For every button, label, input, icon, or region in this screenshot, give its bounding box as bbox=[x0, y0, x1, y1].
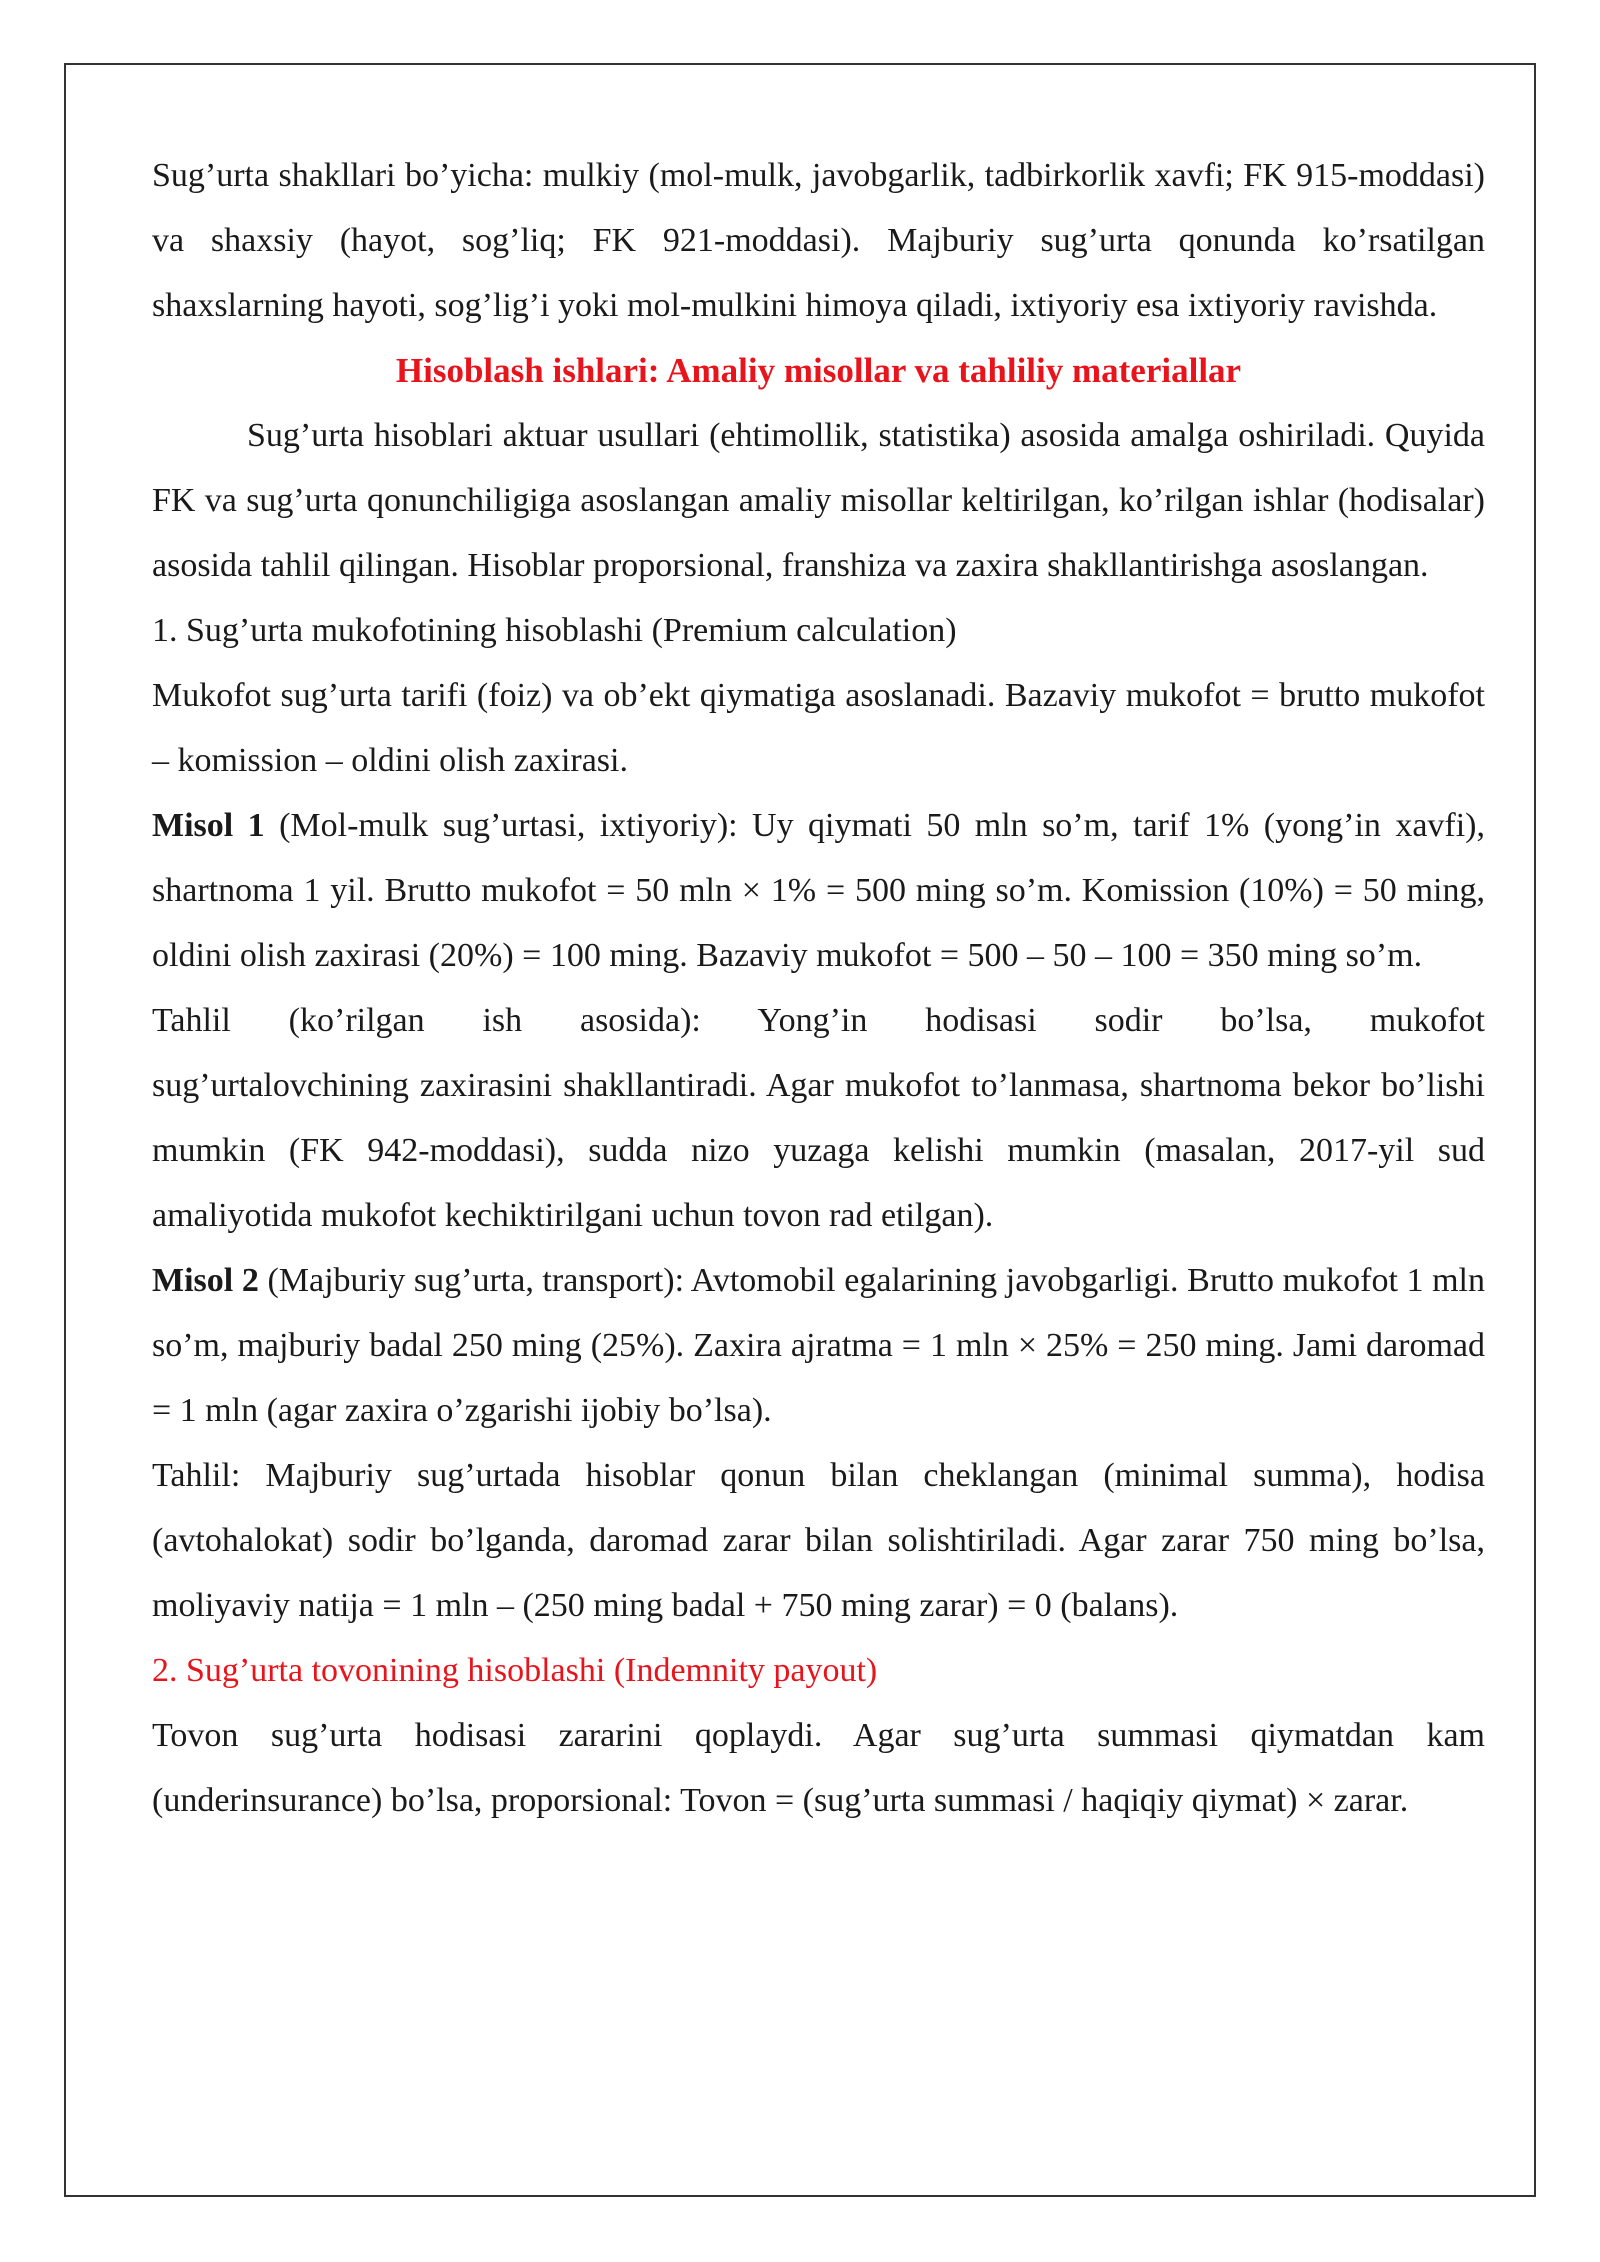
example-2 bbox=[152, 1248, 1485, 1443]
analysis-2: Tahlil: Majburiy sug’urtada hisoblar qonun bilan cheklangan (minimal summa), hodisa (avtohalokat) sodir bo’lganda, daromad zarar bilan solishtiriladi. Agar zarar 750 ming bo’lsa, moliyaviy natija = 1 mln – (250 ming badal + 750 ming zarar) = 0 (balans). bbox=[152, 1457, 1485, 1624]
document-body bbox=[152, 143, 1485, 1833]
paragraph-indemnity: Tovon sug’urta hodisasi zararini qoplaydi. Agar sug’urta summasi qiymatdan kam (underinsurance) bo’lsa, proporsional: Tovon = (sug’urta summasi / haqiqiy qiymat) × zarar. bbox=[152, 1717, 1485, 1819]
example-1 bbox=[152, 793, 1485, 988]
paragraph-insurance-forms: Sug’urta shakllari bo’yicha: mulkiy (mol-mulk, javobgarlik, tadbirkorlik xavfi; FK 915-moddasi) va shaxsiy (hayot, sog’liq; FK 921-moddasi). Majburiy sug’urta qonunda ko’rsatilgan shaxslarning hayoti, sog’lig’i yoki mol-mulkini himoya qiladi, ixtiyoriy esa ixtiyoriy ravishda. bbox=[152, 157, 1485, 324]
analysis-1-rest: sug’urtalovchining zaxirasini shakllantiradi. Agar mukofot to’lanmasa, shartnoma bekor bo’lishi mumkin (FK 942-moddasi), sudda nizo yuzaga kelishi mumkin (masalan, 2017-yil sud amaliyotida mukofot kechiktirilgani uchun tovon rad etilgan). bbox=[152, 1067, 1485, 1234]
section-heading: Hisoblash ishlari: Amaliy misollar va tahliliy materiallar bbox=[395, 351, 1242, 390]
analysis-1-first-line: Tahlil (ko’rilgan ish asosida): Yong’in hodisasi sodir bo’lsa, mukofot bbox=[152, 1002, 1485, 1039]
paragraph-premium-basis: Mukofot sug’urta tarifi (foiz) va ob’ekt qiymatiga asoslanadi. Bazaviy mukofot = brutto mukofot – komission – oldini olish zaxirasi. bbox=[152, 677, 1485, 779]
example-1-text: (Mol-mulk sug’urtasi, ixtiyoriy): Uy qiymati 50 mln so’m, tarif 1% (yong’in xavfi), shartnoma 1 yil. Brutto mukofot = 50 mln × 1% = 500 ming so’m. Komission (10%) = 50 ming, oldini olish zaxirasi (20%) = 100 ming. Bazaviy mukofot = 500 – 50 – 100 = 350 ming so’m. bbox=[152, 807, 1486, 974]
example-1-label: Misol 1 bbox=[152, 807, 265, 844]
section-2-title: 2. Sug’urta tovonining hisoblashi (Indemnity payout) bbox=[152, 1652, 878, 1689]
example-2-text: (Majburiy sug’urta, transport): Avtomobil egalarining javobgarligi. Brutto mukofot 1 mln so’m, majburiy badal 250 ming (25%). Zaxira ajratma = 1 mln × 25% = 250 ming. Jami daromad = 1 mln (agar zaxira o’zgarishi ijobiy bo’lsa). bbox=[152, 1262, 1485, 1429]
section-1-title: 1. Sug’urta mukofotining hisoblashi (Premium calculation) bbox=[152, 612, 957, 649]
paragraph-actuarial-methods: Sug’urta hisoblari aktuar usullari (ehtimollik, statistika) asosida amalga oshiriladi. Quyida FK va sug’urta qonunchiligiga asoslangan amaliy misollar keltirilgan, ko’rilgan ishlar (hodisalar) asosida tahlil qilingan. Hisoblar proporsional, franshiza va zaxira shakllantirishga asoslangan. bbox=[152, 417, 1485, 584]
example-2-label: Misol 2 bbox=[152, 1262, 259, 1299]
